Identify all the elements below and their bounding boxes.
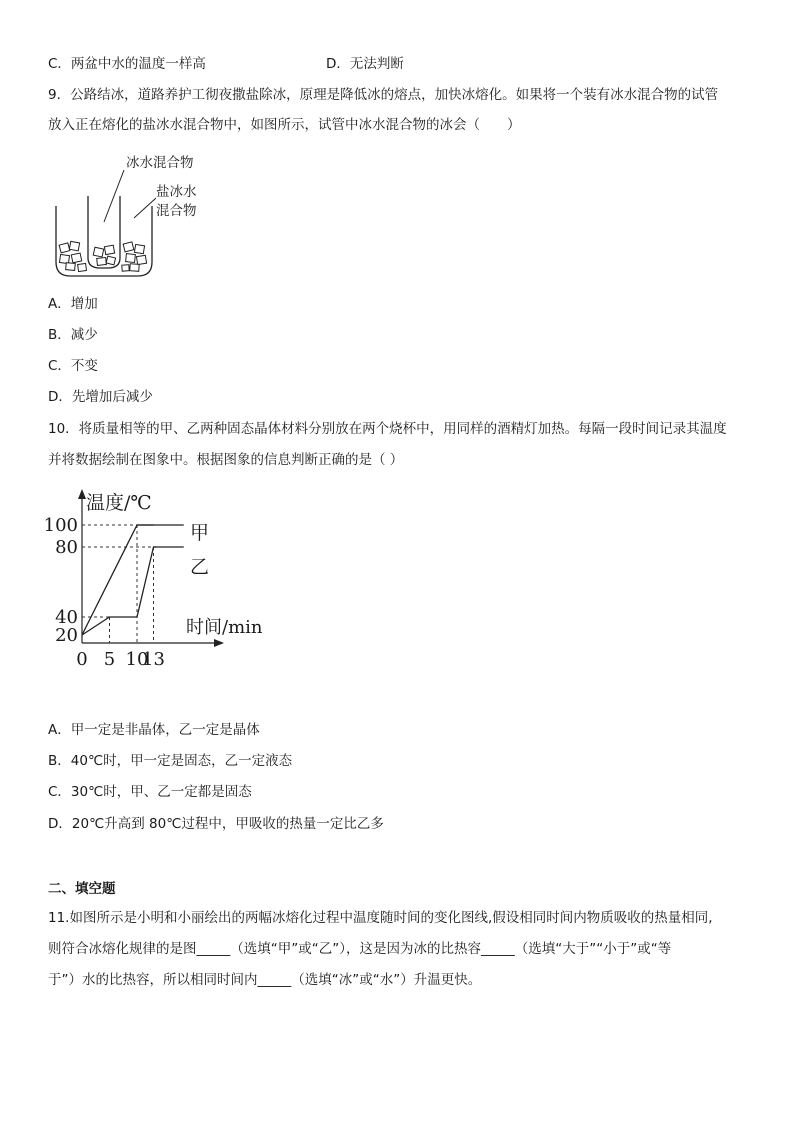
y-tick-label: 40 bbox=[55, 607, 78, 628]
q9-option-a: A．增加 bbox=[48, 296, 98, 312]
series-line-jia bbox=[82, 525, 154, 635]
label-beaker-1: 盐冰水 bbox=[156, 184, 197, 200]
q10-option-d: D．20℃升高到 80℃过程中，甲吸收的热量一定比乙多 bbox=[48, 816, 384, 832]
q10-option-b: B．40℃时，甲一定是固态，乙一定液态 bbox=[48, 753, 293, 769]
y-axis-arrow bbox=[78, 489, 86, 499]
x-tick-label: 13 bbox=[142, 649, 165, 670]
q10-option-a: A．甲一定是非晶体，乙一定是晶体 bbox=[48, 722, 260, 738]
tube-leader-line bbox=[104, 170, 124, 222]
x-tick-label: 0 bbox=[76, 649, 88, 670]
q9-option-c: C．不变 bbox=[48, 358, 98, 374]
beaker-leader-line bbox=[134, 198, 156, 218]
q10-stem-line1: 10．将质量相等的甲、乙两种固态晶体材料分别放在两个烧杯中，用同样的酒精灯加热。每隔一段时间记录其温度 bbox=[48, 421, 727, 437]
q10-option-c: C．30℃时，甲、乙一定都是固态 bbox=[48, 784, 252, 800]
q8-option-d: D．无法判断 bbox=[326, 56, 404, 72]
q11-stem-line1: 11.如图所示是小明和小丽绘出的两幅冰熔化过程中温度随时间的变化图线,假设相同时间内物质吸收的热量相同, bbox=[48, 910, 713, 926]
label-beaker-2: 混合物 bbox=[156, 203, 197, 219]
q9-beaker-figure bbox=[48, 150, 218, 280]
q11-stem-line2: 则符合冰熔化规律的是图_____（选填“甲”或“乙”），这是因为冰的比热容_____（选填“大于”“小于”或“等 bbox=[48, 941, 672, 957]
section-heading: 二、填空题 bbox=[48, 881, 116, 897]
series-label-yi: 乙 bbox=[190, 556, 210, 578]
x-tick-label: 10 bbox=[125, 649, 149, 670]
ice-cubes bbox=[59, 241, 146, 271]
series-label-jia: 甲 bbox=[190, 522, 210, 544]
q11-stem-line3: 于”）水的比热容，所以相同时间内_____（选填“冰”或“水”）升温更快。 bbox=[48, 972, 482, 988]
label-tube: 冰水混合物 bbox=[126, 155, 194, 171]
y-tick-label: 100 bbox=[43, 515, 78, 536]
y-tick-label: 80 bbox=[55, 537, 78, 558]
q9-option-b: B．减少 bbox=[48, 327, 98, 343]
q9-option-d: D．先增加后减少 bbox=[48, 389, 153, 405]
q9-stem-line1: 9．公路结冰，道路养护工彻夜撒盐除冰，原理是降低冰的熔点，加快冰熔化。如果将一个装有冰水混合物的试管 bbox=[48, 87, 719, 103]
y-tick-label: 20 bbox=[55, 625, 78, 646]
x-axis-arrow bbox=[214, 639, 224, 647]
x-axis-label: 时间/min bbox=[186, 617, 263, 638]
x-tick-label: 5 bbox=[103, 649, 116, 670]
y-axis-label: 温度/℃ bbox=[86, 492, 152, 514]
q10-temperature-chart bbox=[40, 485, 300, 675]
q8-option-c: C．两盆中水的温度一样高 bbox=[48, 56, 206, 72]
q10-stem-line2: 并将数据绘制在图象中。根据图象的信息判断正确的是（ ） bbox=[48, 452, 404, 468]
q9-stem-line2: 放入正在熔化的盐冰水混合物中，如图所示，试管中冰水混合物的冰会（ ） bbox=[48, 117, 521, 133]
